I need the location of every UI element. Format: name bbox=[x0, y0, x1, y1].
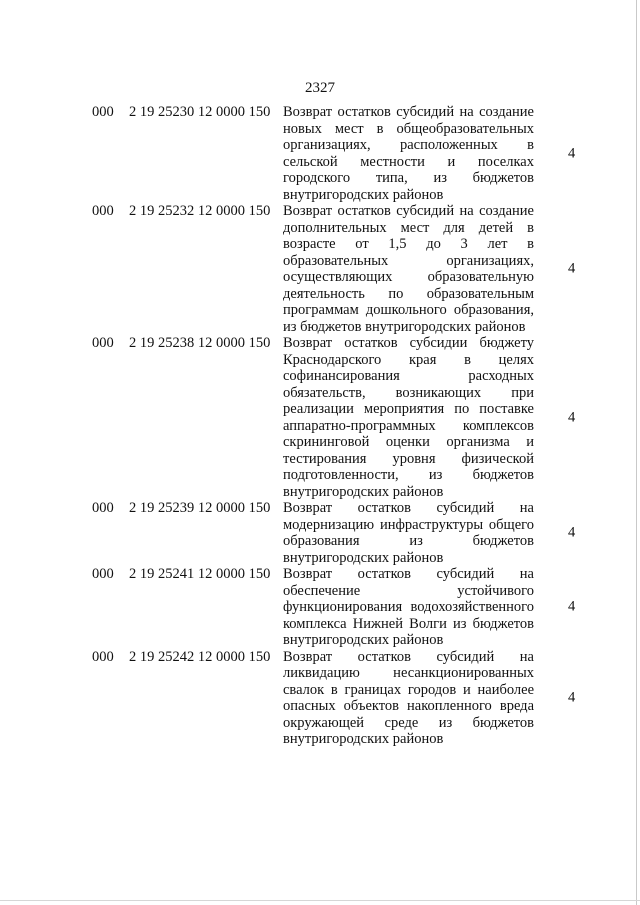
description-line: внутригородских районов bbox=[283, 731, 444, 747]
revenue-description bbox=[283, 649, 534, 748]
description-line: внутригородских районов bbox=[283, 483, 444, 500]
table-row bbox=[0, 104, 640, 203]
column-four-value: 4 bbox=[568, 524, 576, 541]
admin-code: 000 bbox=[92, 500, 114, 516]
scan-edge-right bbox=[636, 0, 637, 905]
description-line: опасных объектов накопленного вреда bbox=[283, 698, 534, 714]
description-line: Возврат остатков субсидий на bbox=[283, 648, 534, 665]
admin-code: 000 bbox=[92, 104, 114, 120]
admin-code: 000 bbox=[92, 335, 114, 351]
budget-classification-code: 2 19 25241 12 0000 150 bbox=[129, 566, 271, 582]
description-line: обязательств, возникающих при bbox=[283, 384, 534, 401]
description-line: сельской местности и поселках bbox=[283, 153, 534, 170]
admin-code: 000 bbox=[92, 566, 114, 582]
description-line: дополнительных мест для детей в bbox=[283, 219, 534, 236]
budget-classification-code: 2 19 25230 12 0000 150 bbox=[129, 104, 271, 120]
description-line: обеспечение устойчивого bbox=[283, 582, 534, 599]
table-row bbox=[0, 335, 640, 500]
budget-classification-code: 2 19 25242 12 0000 150 bbox=[129, 648, 271, 665]
description-line: Возврат остатков субсидий на bbox=[283, 566, 534, 582]
admin-code: 000 bbox=[92, 648, 114, 665]
description-line: внутригородских районов bbox=[283, 632, 444, 648]
description-line: внутригородских районов bbox=[283, 186, 444, 203]
description-line: осуществляющих образовательную bbox=[283, 269, 534, 285]
description-line: Возврат остатков субсидии бюджету bbox=[283, 335, 534, 351]
budget-classification-code: 2 19 25232 12 0000 150 bbox=[129, 203, 271, 219]
budget-classification-code: 2 19 25238 12 0000 150 bbox=[129, 335, 271, 351]
description-line: Возврат остатков субсидий на создание bbox=[283, 104, 534, 120]
description-line: окружающей среде из бюджетов bbox=[283, 714, 534, 731]
description-line: подготовленности, из бюджетов bbox=[283, 467, 534, 483]
description-line: комплекса Нижней Волги из бюджетов bbox=[283, 615, 534, 632]
description-line: городского типа, из бюджетов bbox=[283, 170, 534, 186]
description-line: реализации мероприятия по поставке bbox=[283, 401, 534, 417]
column-four-value: 4 bbox=[568, 260, 576, 277]
column-four-value: 4 bbox=[568, 409, 576, 425]
description-line: организациях, расположенных в bbox=[283, 137, 534, 153]
column-four-value: 4 bbox=[568, 689, 576, 706]
description-line: Краснодарского края в целях bbox=[283, 351, 534, 368]
column-four-value: 4 bbox=[568, 145, 576, 161]
description-line: образования из бюджетов bbox=[283, 533, 534, 549]
description-line: новых мест в общеобразовательных bbox=[283, 120, 534, 137]
scan-edge-bottom bbox=[0, 900, 640, 901]
admin-code: 000 bbox=[92, 203, 114, 219]
description-line: возрасте от 1,5 до 3 лет в bbox=[283, 236, 534, 252]
revenue-description bbox=[283, 500, 534, 566]
description-line: тестирования уровня физической bbox=[283, 450, 534, 467]
description-line: Возврат остатков субсидий на создание bbox=[283, 203, 534, 219]
revenue-description bbox=[283, 335, 534, 500]
description-line: аппаратно-программных комплексов bbox=[283, 417, 534, 434]
description-line: внутригородских районов bbox=[283, 549, 444, 566]
description-line: функционирования водохозяйственного bbox=[283, 599, 534, 615]
budget-classification-code: 2 19 25239 12 0000 150 bbox=[129, 500, 271, 516]
description-line: программам дошкольного образования, bbox=[283, 302, 534, 318]
description-line: из бюджетов внутригородских районов bbox=[283, 318, 526, 335]
revenue-description bbox=[283, 566, 534, 649]
revenue-description bbox=[283, 203, 534, 335]
description-line: образовательных организациях, bbox=[283, 252, 534, 269]
table-row bbox=[0, 649, 640, 748]
description-line: Возврат остатков субсидий на bbox=[283, 500, 534, 516]
budget-codes-table bbox=[0, 104, 640, 748]
description-line: деятельность по образовательным bbox=[283, 285, 534, 302]
description-line: свалок в границах городов и наиболее bbox=[283, 681, 534, 698]
table-row bbox=[0, 500, 640, 566]
column-four-value: 4 bbox=[568, 598, 576, 615]
description-line: скрининговой оценки организма и bbox=[283, 434, 534, 450]
table-row bbox=[0, 203, 640, 335]
description-line: модернизацию инфраструктуры общего bbox=[283, 516, 534, 533]
revenue-description bbox=[283, 104, 534, 203]
description-line: ликвидацию несанкционированных bbox=[283, 665, 534, 681]
table-row bbox=[0, 566, 640, 649]
page-number: 2327 bbox=[305, 80, 335, 96]
description-line: софинансирования расходных bbox=[283, 368, 534, 384]
